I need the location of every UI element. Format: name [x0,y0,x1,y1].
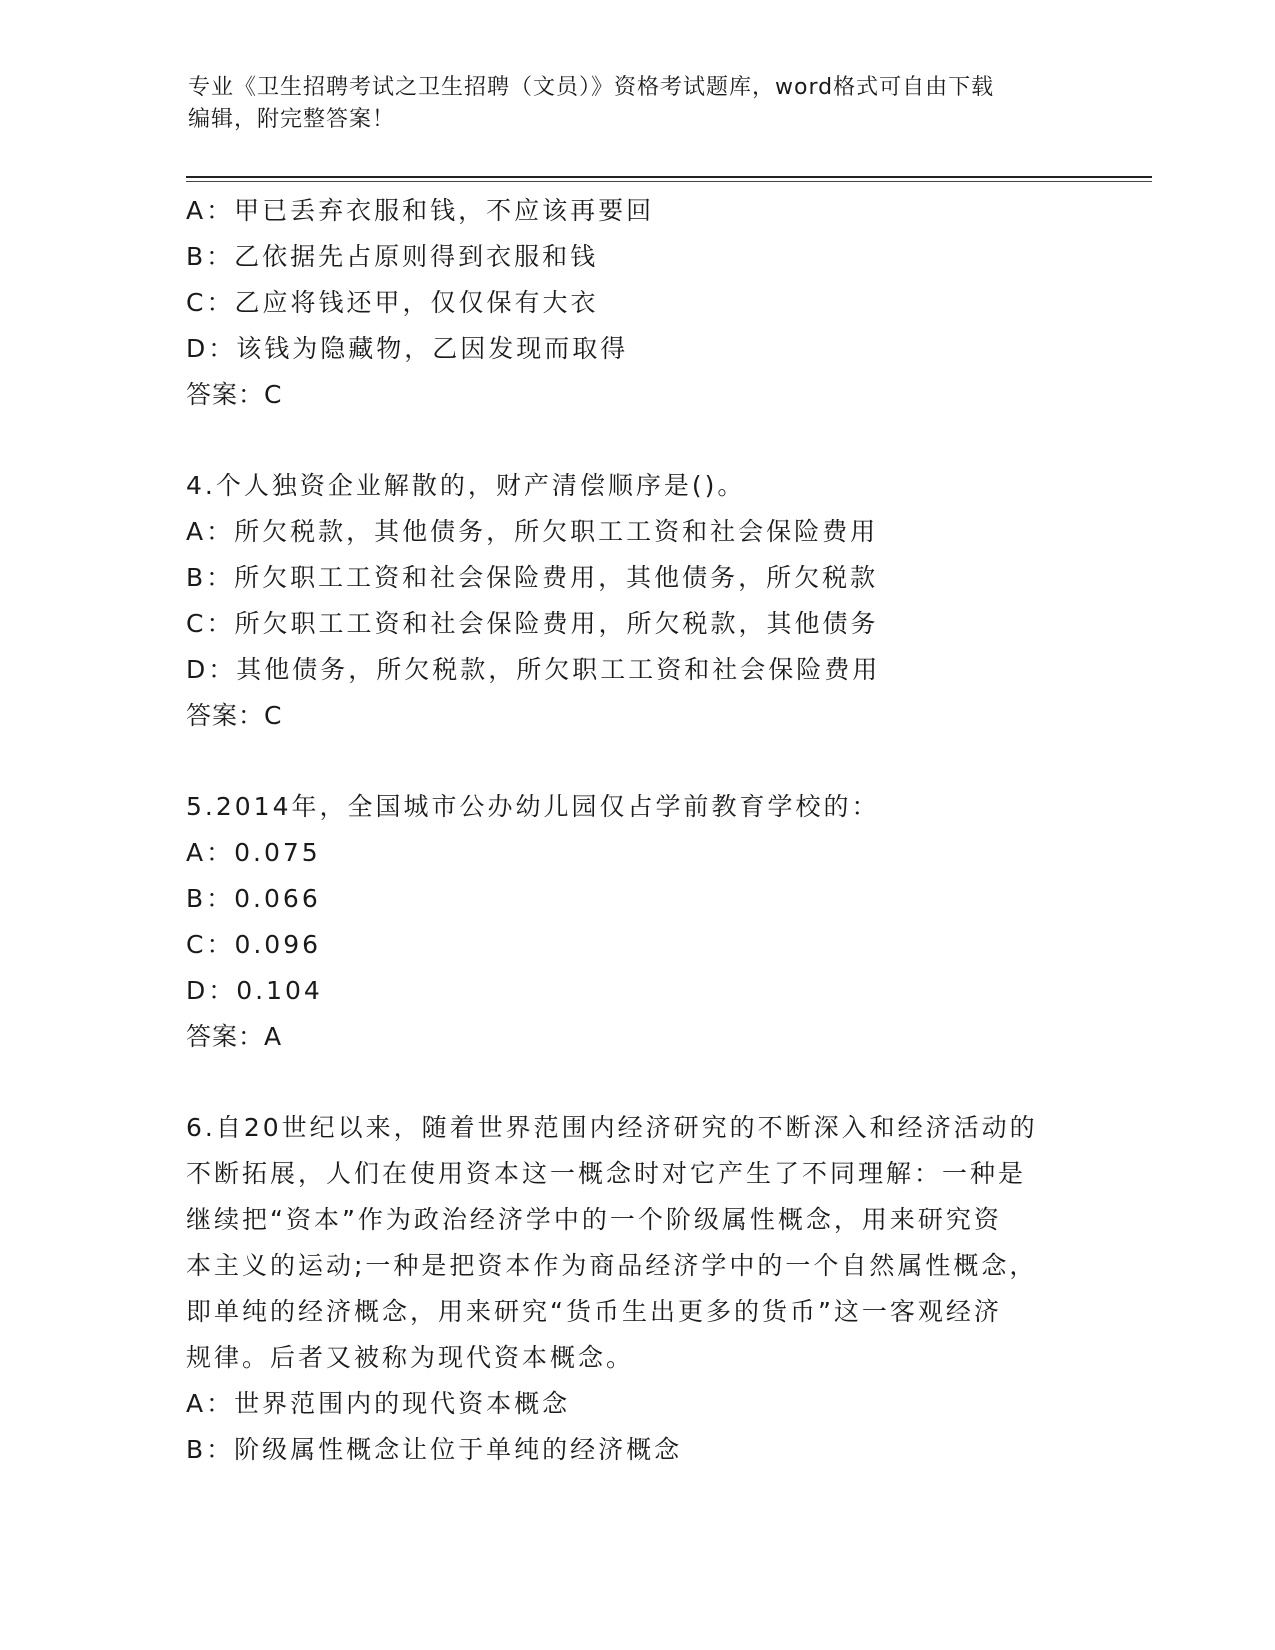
option-c: C：所欠职工工资和社会保险费用，所欠税款，其他债务 [186,609,879,638]
question-5 [186,784,1086,1060]
question-text: 4.个人独资企业解散的，财产清偿顺序是()。 [186,471,746,500]
question-text-line: 不断拓展，人们在使用资本这一概念时对它产生了不同理解：一种是 [186,1159,1027,1188]
option-a: A：世界范围内的现代资本概念 [186,1389,571,1418]
option-b: B：乙依据先占原则得到衣服和钱 [186,242,599,271]
option-b: B：所欠职工工资和社会保险费用，其他债务，所欠税款 [186,563,879,592]
option-a: A：所欠税款，其他债务，所欠职工工资和社会保险费用 [186,517,879,546]
question-text-line: 即单纯的经济概念，用来研究“货币生出更多的货币”这一客观经济 [186,1297,1002,1326]
document-header [188,72,1088,136]
option-c: C：0.096 [186,930,322,959]
spacer [186,1060,1086,1105]
option-d: D：该钱为隐藏物，乙因发现而取得 [186,334,629,363]
question-text-line: 规律。后者又被称为现代资本概念。 [186,1343,635,1372]
question-3 [186,188,1086,418]
question-text: 5.2014年，全国城市公办幼儿园仅占学前教育学校的： [186,792,880,821]
header-rule-thick [186,176,1152,178]
option-a: A：0.075 [186,838,321,867]
option-b: B：阶级属性概念让位于单纯的经济概念 [186,1435,683,1464]
question-6 [186,1105,1086,1473]
option-b: B：0.066 [186,884,321,913]
spacer [186,418,1086,463]
question-text-line: 6.自20世纪以来，随着世界范围内经济研究的不断深入和经济活动的 [186,1113,1038,1142]
question-text-line: 继续把“资本”作为政治经济学中的一个阶级属性概念，用来研究资 [186,1205,1002,1234]
answer: 答案：A [186,1022,283,1051]
option-d: D：0.104 [186,976,323,1005]
question-4 [186,463,1086,739]
question-list [186,188,1086,1473]
header-line-1: 专业《卫生招聘考试之卫生招聘（文员）》资格考试题库，word格式可自由下载 [188,75,995,100]
answer: 答案：C [186,380,283,409]
answer: 答案：C [186,701,283,730]
spacer [186,739,1086,784]
option-c: C：乙应将钱还甲，仅仅保有大衣 [186,288,599,317]
header-line-2: 编辑，附完整答案！ [188,107,396,132]
header-rule-thin [186,181,1152,182]
option-d: D：其他债务，所欠税款，所欠职工工资和社会保险费用 [186,655,881,684]
option-a: A：甲已丢弃衣服和钱，不应该再要回 [186,196,655,225]
question-text-line: 本主义的运动;一种是把资本作为商品经济学中的一个自然属性概念， [186,1251,1038,1280]
